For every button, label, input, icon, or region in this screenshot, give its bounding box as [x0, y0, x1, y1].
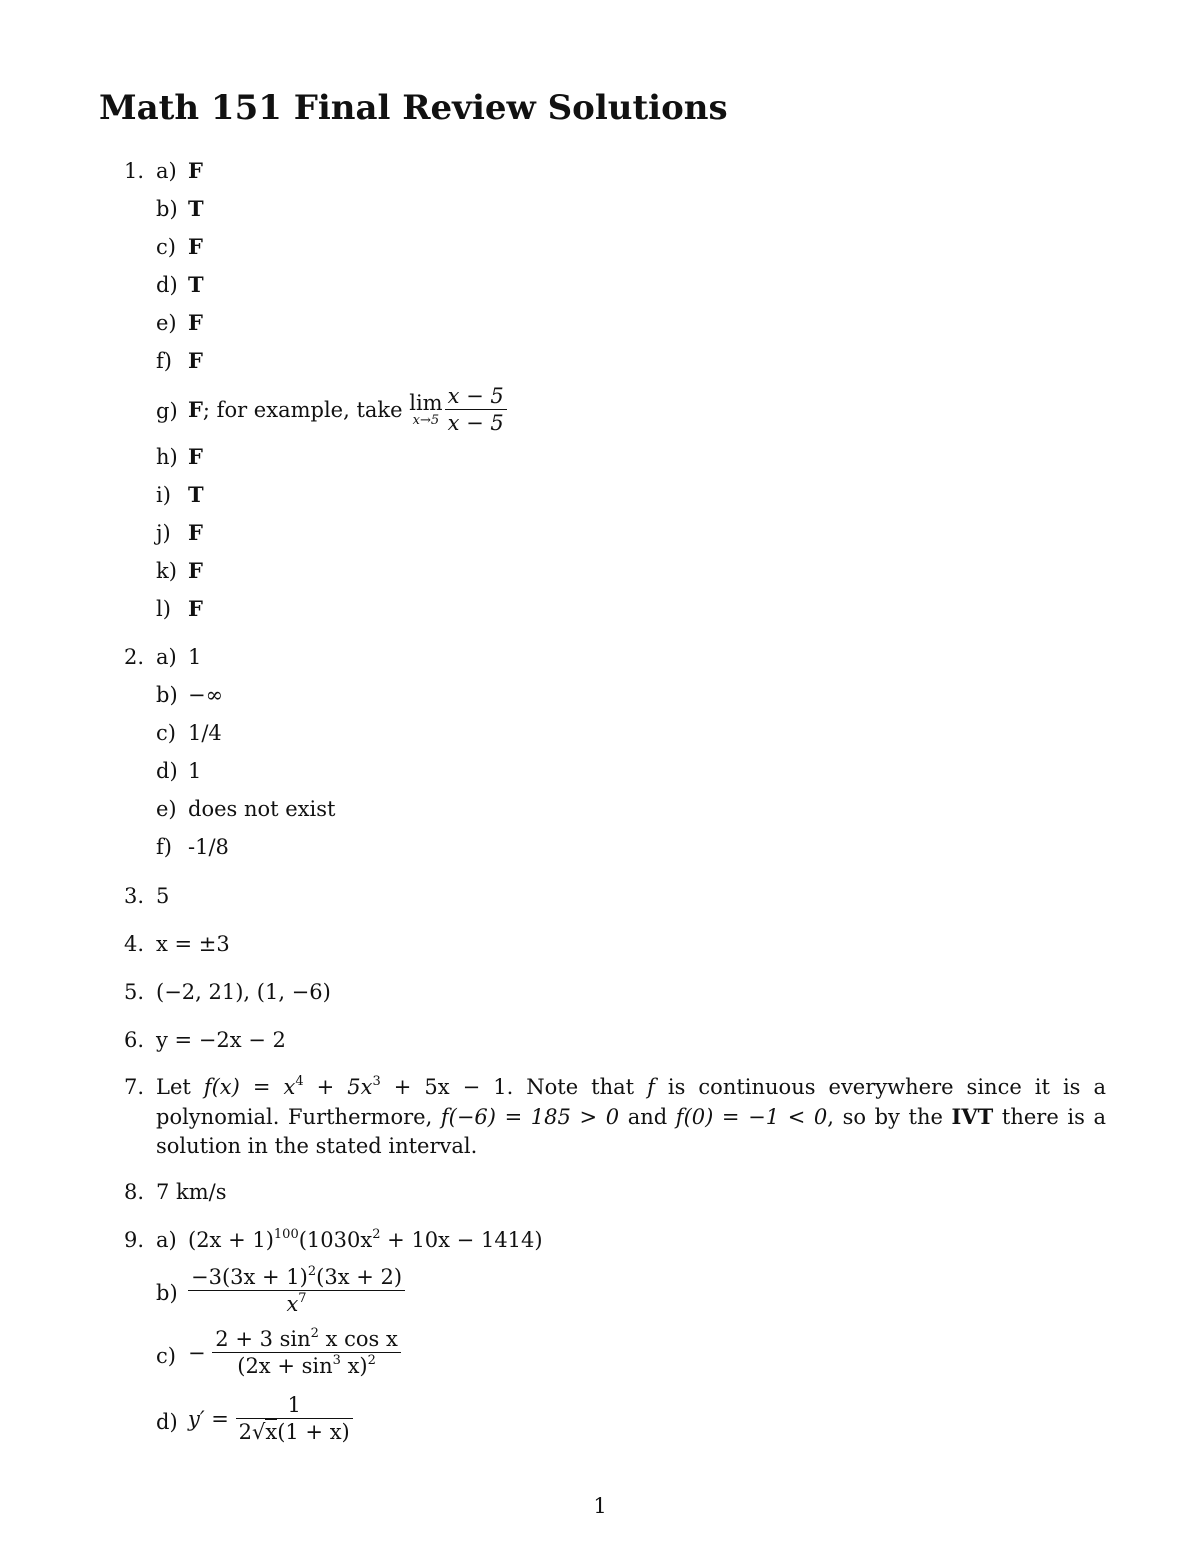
item-answer: F	[188, 158, 203, 183]
fraction-numerator: 1	[236, 1392, 353, 1419]
item-label: j)	[156, 521, 171, 545]
limit-operator: lim x→5	[409, 390, 443, 428]
item-answer-with-limit	[188, 383, 507, 436]
item-label: k)	[156, 559, 177, 583]
item-label: a)	[156, 1228, 177, 1252]
item-label: d)	[156, 1410, 178, 1434]
item-label: d)	[156, 759, 178, 783]
page-number: 1	[593, 1494, 607, 1518]
item-label: b)	[156, 197, 178, 221]
item-answer	[188, 1264, 405, 1317]
item-note: ; for example, take	[202, 397, 403, 422]
item-label: e)	[156, 311, 177, 335]
document-title: Math 151 Final Review Solutions	[99, 88, 728, 128]
item-label: a)	[156, 645, 177, 669]
item-answer: y′ = $\frac{1}{2√x(1 + x)}$	[188, 1392, 353, 1445]
item-label: f)	[156, 835, 172, 859]
item-answer: $(2x + 1)^{100}(1030x^2 + 10x - 1414)$	[188, 1227, 543, 1252]
question-number: 2.	[124, 645, 145, 669]
item-answer: F	[188, 348, 203, 373]
item-answer: F	[188, 234, 203, 259]
item-label: f)	[156, 349, 172, 373]
item-answer: F	[188, 558, 203, 583]
item-answer: T	[188, 272, 204, 297]
limit-subscript: x→5	[412, 412, 440, 428]
item-label: i)	[156, 483, 171, 507]
item-answer: 1/4	[188, 721, 222, 745]
item-label: e)	[156, 797, 177, 821]
item-answer: -1/8	[188, 835, 229, 859]
question-number: 6.	[124, 1028, 145, 1052]
item-label: l)	[156, 597, 171, 621]
item-answer: − $\frac{2 + 3 \sin^2 x \cos x}{(2x + \sin^3 x)^2}$	[188, 1326, 401, 1379]
item-answer: 1	[188, 645, 202, 669]
item-answer: F	[188, 596, 203, 621]
question-number: 1.	[124, 159, 145, 183]
item-label: c)	[156, 721, 176, 745]
item-label: g)	[156, 399, 178, 423]
fraction-numerator: $-3(3x + 1)^2(3x + 2)$	[188, 1264, 405, 1291]
item-answer: F	[188, 444, 203, 469]
question-number: 9.	[124, 1228, 145, 1252]
fraction	[188, 1264, 405, 1317]
item-label: h)	[156, 445, 178, 469]
question-number: 8.	[124, 1180, 145, 1204]
question-number: 4.	[124, 932, 145, 956]
item-label: c)	[156, 235, 176, 259]
fraction-denominator: $x^7$	[286, 1291, 307, 1316]
fraction-numerator: 2 + 3 $\sin^2 x$ cos x	[212, 1326, 401, 1353]
item-answer: F	[188, 396, 203, 422]
item-label: b)	[156, 683, 178, 707]
item-answer: T	[188, 482, 204, 507]
item-answer: −∞	[188, 683, 224, 707]
question-number: 7.	[124, 1075, 145, 1099]
fraction-denominator: 2√x(1 + x)	[238, 1420, 350, 1444]
question-number: 3.	[124, 884, 145, 908]
fraction	[212, 1326, 401, 1379]
fraction-denominator: x − 5	[447, 411, 504, 435]
question-answer: (−2, 21), (1, −6)	[156, 980, 331, 1004]
item-answer: does not exist	[188, 797, 336, 821]
question-answer: 7 km/s	[156, 1180, 227, 1204]
q7-explanation: Let $f(x) = x^4 + 5x^3 + 5x - 1$. Note that f is continuous everywhere since it is a polynomial. Furthermore, f(−6) = 185 > 0 and f(0) = −1 < 0, so by the IVT there is a solution in the stated interval.	[156, 1074, 1106, 1158]
fraction-numerator: x − 5	[445, 383, 507, 410]
item-answer: F	[188, 310, 203, 335]
item-answer: F	[188, 520, 203, 545]
question-answer: 5	[156, 884, 170, 908]
item-answer: T	[188, 196, 204, 221]
item-answer: 1	[188, 759, 202, 783]
item-label: a)	[156, 159, 177, 183]
question-number: 5.	[124, 980, 145, 1004]
fraction-denominator: $(2x + \sin^3 x)^2$	[237, 1353, 376, 1378]
question-answer: x = ±3	[156, 932, 230, 956]
item-label: c)	[156, 1344, 176, 1368]
question-answer: y = −2x − 2	[156, 1028, 286, 1052]
item-label: d)	[156, 273, 178, 297]
limit-fraction	[445, 383, 507, 436]
item-label: b)	[156, 1281, 178, 1305]
fraction	[236, 1392, 353, 1445]
